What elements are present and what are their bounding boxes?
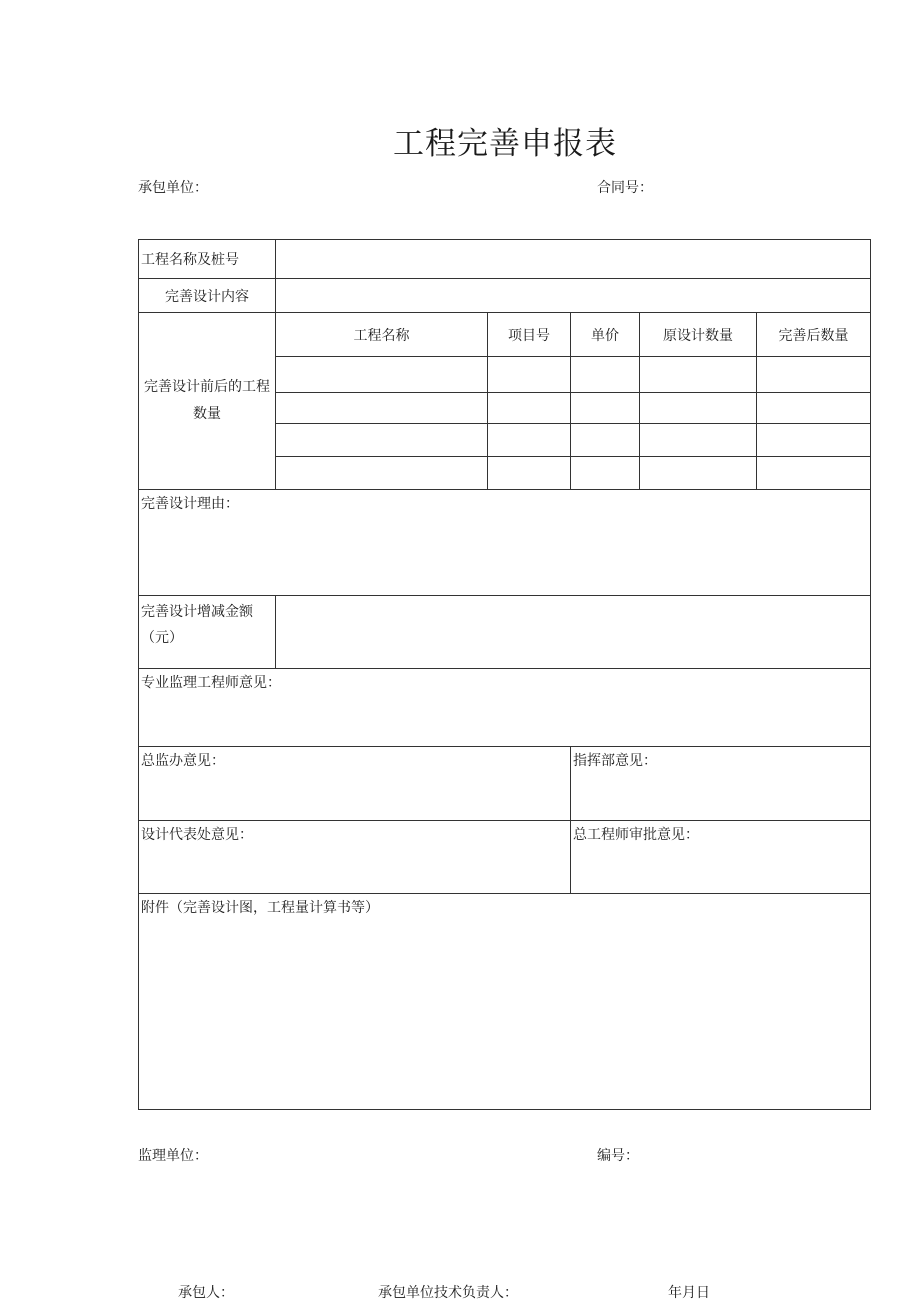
headquarters-opinion-label: 指挥部意见： xyxy=(573,753,657,769)
attachments-cell[interactable] xyxy=(139,894,871,1110)
design-content-field[interactable] xyxy=(276,279,871,313)
chief-engineer-approval-cell[interactable] xyxy=(571,821,871,894)
supervision-engineer-opinion-cell[interactable] xyxy=(139,669,871,747)
quantity-cell[interactable] xyxy=(276,457,488,490)
quantity-cell[interactable] xyxy=(276,357,488,393)
col-header-project-name: 工程名称 xyxy=(276,313,488,357)
quantity-cell[interactable] xyxy=(276,393,488,424)
quantity-section-text: 完善设计前后的工程数量 xyxy=(144,379,270,422)
page-title: 工程完善申报表 xyxy=(393,126,617,162)
col-header-improved-quantity: 完善后数量 xyxy=(757,313,871,357)
date-label: 年月日 xyxy=(668,1285,710,1301)
col-header-item-no: 项目号 xyxy=(488,313,571,357)
quantity-cell[interactable] xyxy=(571,424,640,457)
chief-supervisor-opinion-cell[interactable] xyxy=(139,747,571,821)
quantity-cell[interactable] xyxy=(640,424,757,457)
quantity-cell[interactable] xyxy=(571,393,640,424)
design-rep-opinion-cell[interactable] xyxy=(139,821,571,894)
quantity-cell[interactable] xyxy=(571,357,640,393)
quantity-cell[interactable] xyxy=(571,457,640,490)
quantity-cell[interactable] xyxy=(757,393,871,424)
quantity-cell[interactable] xyxy=(640,393,757,424)
quantity-cell[interactable] xyxy=(640,457,757,490)
design-content-label: 完善设计内容 xyxy=(139,279,276,313)
design-reason-label: 完善设计理由： xyxy=(141,496,239,512)
contractor-label: 承包单位： xyxy=(138,180,208,196)
headquarters-opinion-cell[interactable] xyxy=(571,747,871,821)
col-header-unit-price: 单价 xyxy=(571,313,640,357)
amount-change-field[interactable] xyxy=(276,596,871,669)
project-name-stake-field[interactable] xyxy=(276,240,871,279)
serial-no-label: 编号： xyxy=(597,1148,639,1164)
quantity-cell[interactable] xyxy=(488,393,571,424)
quantity-cell[interactable] xyxy=(276,424,488,457)
contractor-tech-lead-label: 承包单位技术负责人： xyxy=(378,1285,518,1301)
quantity-cell[interactable] xyxy=(488,457,571,490)
supervision-unit-label: 监理单位： xyxy=(138,1148,208,1164)
chief-supervisor-opinion-label: 总监办意见： xyxy=(141,753,225,769)
attachments-label: 附件（完善设计图，工程量计算书等） xyxy=(141,900,379,916)
contractor-person-label: 承包人： xyxy=(178,1285,234,1301)
design-reason-cell[interactable] xyxy=(139,490,871,596)
contract-no-label: 合同号： xyxy=(597,180,653,196)
quantity-section-label xyxy=(139,313,276,490)
quantity-cell[interactable] xyxy=(757,424,871,457)
quantity-cell[interactable] xyxy=(757,357,871,393)
quantity-cell[interactable] xyxy=(488,357,571,393)
col-header-original-quantity: 原设计数量 xyxy=(640,313,757,357)
quantity-cell[interactable] xyxy=(640,357,757,393)
application-form-table xyxy=(138,239,871,1110)
supervision-engineer-opinion-label: 专业监理工程师意见： xyxy=(141,675,281,691)
amount-change-label-cell xyxy=(139,596,276,669)
project-name-stake-label: 工程名称及桩号 xyxy=(139,240,276,279)
quantity-cell[interactable] xyxy=(757,457,871,490)
design-rep-opinion-label: 设计代表处意见： xyxy=(141,827,253,843)
amount-change-label: 完善设计增减金额（元） xyxy=(141,604,253,646)
chief-engineer-approval-label: 总工程师审批意见： xyxy=(573,827,699,843)
quantity-cell[interactable] xyxy=(488,424,571,457)
